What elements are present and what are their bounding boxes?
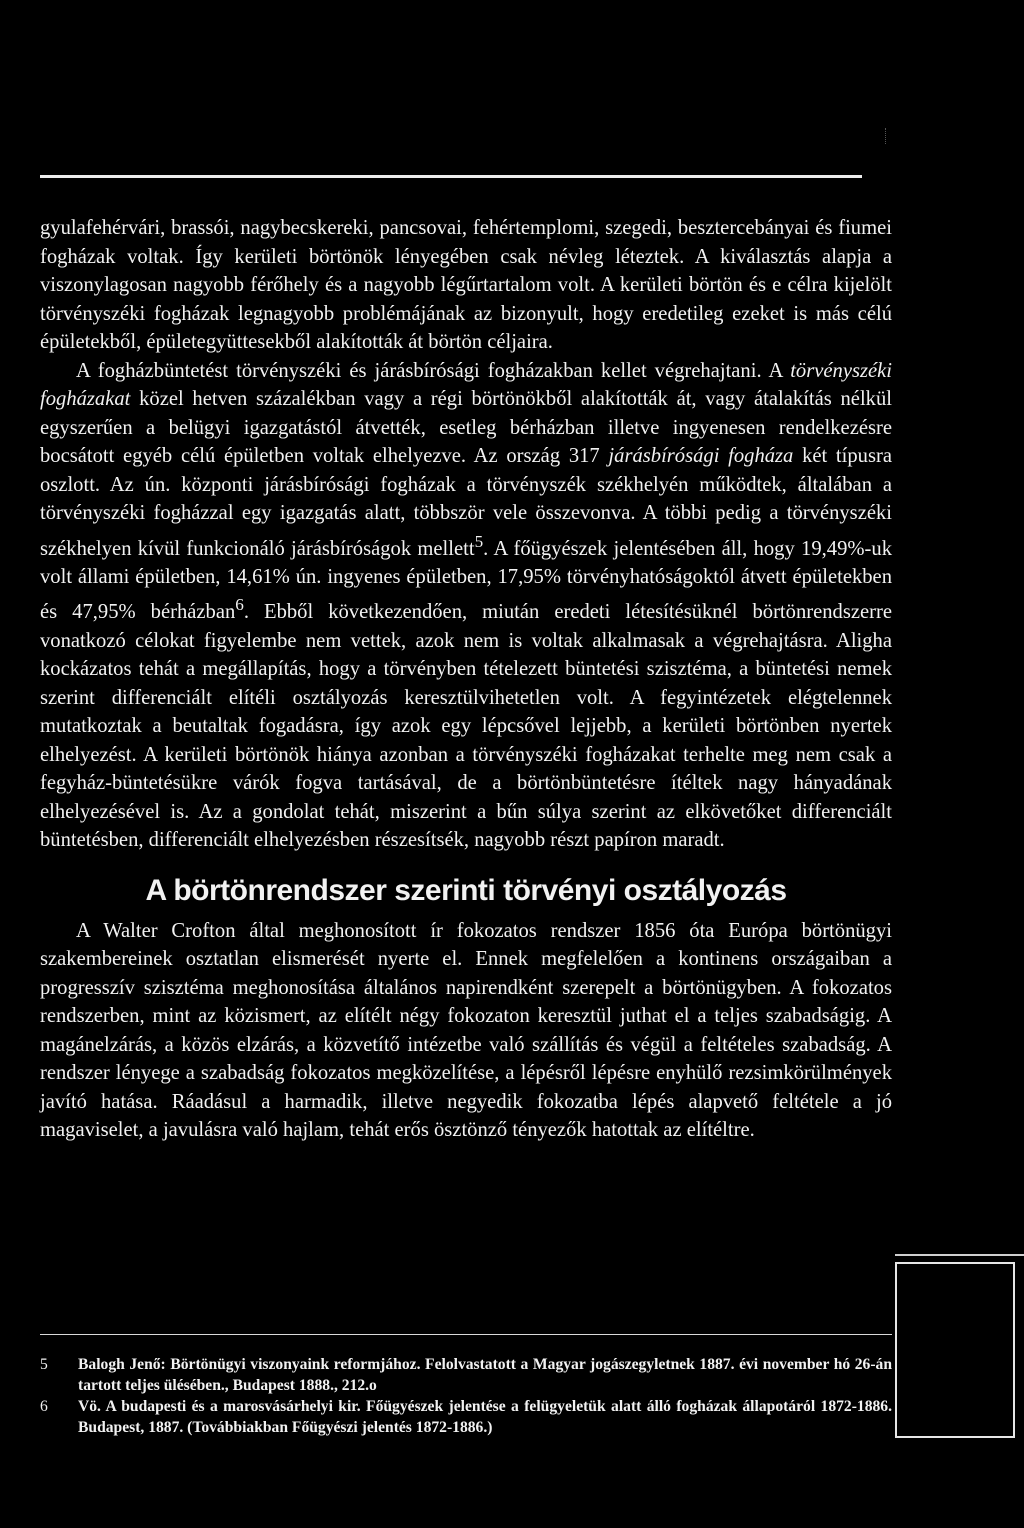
footnote-text: Vö. A budapesti és a marosvásárhelyi kir. Főügyészek jelentése a felügyeletük alatt álló fogházak állapotáról 1872-1886. Budapest, 1887. (Továbbiakban Főügyészi jelentés 1872-1886.) <box>78 1398 892 1436</box>
footnote <box>40 1354 892 1396</box>
margin-box <box>895 1262 1015 1438</box>
para2-part1: A fogházbüntetést törvényszéki és járásbírósági fogházakban kellet végrehajtani. A <box>76 359 791 382</box>
footnote-rule <box>40 1334 892 1335</box>
footnotes <box>40 1354 892 1438</box>
header-rule <box>40 175 862 178</box>
para2-italic-1: törvényszéki fogházakat <box>40 359 892 410</box>
footnote-ref-6[interactable]: 6 <box>235 595 244 615</box>
para2-part3: két típusra oszlott. Az ún. központi járásbírósági fogházak a törvényszék székhelyén működtek, általában a törvényszéki fogházzal egy igazgatás alatt, többször vele összevonva. A többi pedig a törvényszéki székhelyen kívül funkcionáló járásbíróságok mellett <box>40 445 892 560</box>
paragraph-crofton <box>40 917 892 1145</box>
page-body <box>40 214 892 1145</box>
footnote-number: 5 <box>40 1356 48 1373</box>
footnote <box>40 1396 892 1438</box>
footnote-number: 6 <box>40 1398 48 1415</box>
margin-line <box>895 1254 1024 1256</box>
para2-part5: . Ebből következendően, miután eredeti létesítésüknél börtönrendszerre vonatkozó célokat figyelembe nem vettek, azok nem is voltak alkalmasak a végrehajtásra. Aligha kockázatos tehát a megállapítás, hogy a törvényben tételezett büntetési szisztéma, a büntetési nemek szerint differenciált elítéli osztályozás keresztülvihetetlen volt. A fegyintézetek elégtelennek mutatkoztak a beutaltak fogadásra, így azok egy lépcsővel lejjebb, a kerületi börtönben nyertek elhelyezést. A kerületi börtönök hiánya azonban a törvényszéki fogházakat terhelte meg nem csak a fegyház-büntetésükre várók fogva tartásával, de a börtönbüntetésre ítéltek nagy hányadának elhelyezésével is. Az a gondolat tehát, miszerint a bűn súlya szerint az elkövetőket differenciált büntetésben, differenciált elhelyezésben részesítsék, nagyobb részt papíron maradt. <box>40 601 892 852</box>
footnote-text: Balogh Jenő: Börtönügyi viszonyaink reformjához. Felolvastatott a Magyar jogászegyletnek 1887. évi november hó 26-án tartott teljes ülésében., Budapest 1888., 212.o <box>78 1356 892 1394</box>
para2-part4: . A főügyészek jelentésében áll, hogy 19,49%-uk volt állami épületben, 14,61% ún. ingyenes épületben, 17,95% törvényhatóságoktól átvett épületekben és 47,95% bérházban <box>40 537 892 624</box>
margin-mark <box>885 128 888 144</box>
para3-text: A Walter Crofton által meghonosított ír fokozatos rendszer 1856 óta Európa börtönügyi szakembereinek osztatlan elismerését nyerte el. Ennek megfelelően a kontinens országaiban a progresszív szisztéma meghonosítása általános napirendként szerepelt a börtönügyben. A fokozatos rendszerben, mint az közismert, az elítélt négy fokozaton keresztül juthat el a teljes szabadságig. A magánelzárás, a közös elzárás, a közvetítő intézetbe való szállítás és végül a feltételes szabadság. A rendszer lényege a szabadság fokozatos megközelítése, a lépésről lépésre enyhülő rezsimkörülmények javító hatása. Ráadásul a harmadik, illetve negyedik fokozatba lépés alapvető feltétele a jó magaviselet, a javulásra való hajlam, tehát erős ösztönző tényezők hatottak az elítéltre. <box>40 919 892 1142</box>
para2-italic-2: járásbírósági fogháza <box>608 445 794 467</box>
paragraph-foghaz <box>40 357 892 855</box>
section-heading: A börtönrendszer szerinti törvényi osztályozás <box>145 873 787 907</box>
footnote-ref-5[interactable]: 5 <box>474 531 484 551</box>
paragraph-continued: gyulafehérvári, brassói, nagybecskereki, pancsovai, fehértemplomi, szegedi, besztercebányai és fiumei fogházak voltak. Így kerületi börtönök lényegében csak névleg léteztek. A kiválasztás alapja a viszonylagosan nagyobb férőhely és a nagyobb légűrtartalom volt. A kerületi börtön és e célra kijelölt törvényszéki fogházak legnagyobb problémájának az bizonyult, hogy eredetileg ezeket is más célú épületekből, épületegyüttesekből alakították át börtön céljaira. <box>40 217 892 353</box>
para2-part2: közel hetven százalékban vagy a régi börtönökből alakították át, vagy átalakítás nélkül egyszerűen a belügyi igazgatástól átvették, esetleg bérházban illetve ingyenesen rendelkezésre bocsátott egyéb célú épületben voltak elhelyezve. Az ország 317 <box>40 388 892 467</box>
